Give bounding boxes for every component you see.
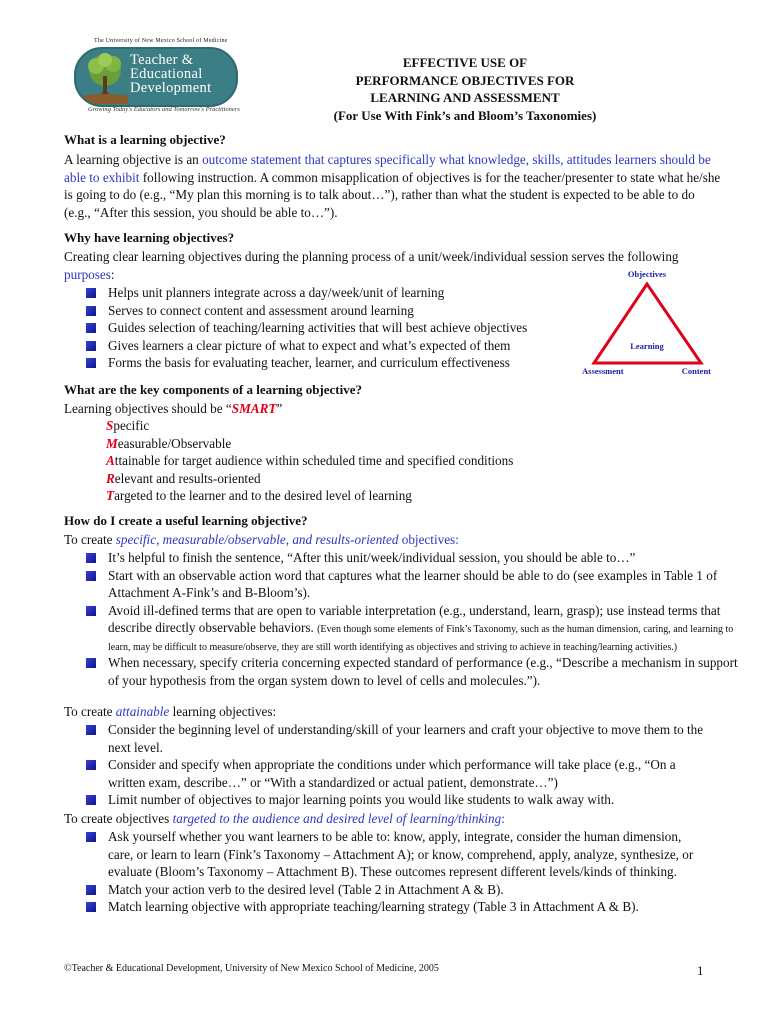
- smart-intro: Learning objectives should be “SMART”: [64, 401, 283, 416]
- tree-icon: [82, 52, 128, 104]
- bullet-icon: [86, 606, 96, 616]
- learning-triangle-diagram: [580, 266, 720, 378]
- bullet-icon: [86, 306, 96, 316]
- ted-logo: [70, 38, 238, 116]
- smart-item: Attainable for target audience within scheduled time and specified conditions: [106, 453, 514, 468]
- list-item: It’s helpful to finish the sentence, “After this unit/week/individual session, you should be able to…”: [86, 549, 740, 567]
- paragraph-why-have: Creating clear learning objectives during the planning process of a unit/week/individual session serves the following purposes:: [64, 249, 679, 282]
- purposes-list: [86, 284, 606, 372]
- triangle-label-content: Content: [681, 366, 711, 376]
- targeted-list: [86, 828, 706, 916]
- create-targeted-intro: To create objectives targeted to the audience and desired level of learning/thinking:: [64, 811, 505, 826]
- list-item: Guides selection of teaching/learning activities that will best achieve objectives: [86, 319, 606, 337]
- heading-why-have: Why have learning objectives?: [64, 230, 235, 245]
- logo-wordmark: Teacher & Educational Development: [130, 52, 212, 96]
- logo-tagline: Growing Today's Educators and Tomorrow's Practitioners: [88, 106, 240, 113]
- bullet-icon: [86, 885, 96, 895]
- attainable-list: [86, 721, 716, 809]
- heading-how-create: How do I create a useful learning objective?: [64, 513, 308, 528]
- paragraph-what-is: A learning objective is an outcome statement that captures specifically what knowledge, skills, attitudes learners should be able to exhibit following instruction. A common misapplication of objectives is for the teacher/presenter to state what he/she is going to do (e.g., “My plan this morning is to talk about…”), rather than what the student is expected to be able to do (e.g., “After this session, you should be able to…”).: [64, 152, 721, 220]
- smart-item: Targeted to the learner and to the desired level of learning: [106, 488, 412, 503]
- triangle-label-assessment: Assessment: [582, 366, 624, 376]
- footer-copyright: ©Teacher & Educational Development, University of New Mexico School of Medicine, 2005: [64, 963, 439, 974]
- create-specific-intro: To create specific, measurable/observable, and results-oriented objectives:: [64, 532, 459, 547]
- list-item: Start with an observable action word that captures what the learner should be able to do (see examples in Table 1 of Attachment A-Fink’s and B-Bloom’s).: [86, 567, 740, 602]
- list-item: Limit number of objectives to major learning points you would like students to walk away with.: [86, 791, 716, 809]
- document-title: EFFECTIVE USE OF PERFORMANCE OBJECTIVES FOR LEARNING AND ASSESSMENT (For Use With Fink’s and Bloom’s Taxonomies): [333, 55, 597, 123]
- list-item: Ask yourself whether you want learners to be able to: know, apply, integrate, consider the human dimension, care, or learn to learn (Fink’s Taxonomy – Attachment A); or know, comprehend, apply, analyze, synthesize, or evaluate (Bloom’s Taxonomy – Attachment B). These outcomes represent different levels/kinds of thinking.: [86, 828, 706, 881]
- bullet-icon: [86, 902, 96, 912]
- list-item: Match learning objective with appropriate teaching/learning strategy (Table 3 in Attachment A & B).: [86, 898, 706, 916]
- smart-item: Relevant and results-oriented: [106, 470, 261, 486]
- bullet-icon: [86, 341, 96, 351]
- triangle-label-learning: Learning: [630, 341, 664, 351]
- bullet-icon: [86, 323, 96, 333]
- bullet-icon: [86, 760, 96, 770]
- bullet-icon: [86, 288, 96, 298]
- bullet-icon: [86, 658, 96, 668]
- heading-what-is: What is a learning objective?: [64, 132, 226, 147]
- logo-badge: [74, 47, 238, 107]
- bullet-icon: [86, 358, 96, 368]
- list-item: Consider the beginning level of understanding/skill of your learners and craft your objective to move them to the next level.: [86, 721, 716, 756]
- list-item: Gives learners a clear picture of what to expect and what’s expected of them: [86, 337, 606, 355]
- bullet-icon: [86, 832, 96, 842]
- page-number: 1: [697, 963, 704, 978]
- specific-list: [86, 549, 740, 689]
- create-attainable-intro: To create attainable learning objectives:: [64, 704, 277, 719]
- list-item: Forms the basis for evaluating teacher, learner, and curriculum effectiveness: [86, 354, 606, 372]
- bullet-icon: [86, 553, 96, 563]
- list-item: Match your action verb to the desired level (Table 2 in Attachment A & B).: [86, 881, 706, 899]
- bullet-icon: [86, 795, 96, 805]
- list-item: Consider and specify when appropriate the conditions under which performance will take place (e.g., “On a written exam, describe…” or “With a standardized or actual patient, demonstrate…”): [86, 756, 716, 791]
- bullet-icon: [86, 571, 96, 581]
- triangle-label-objectives: Objectives: [627, 269, 667, 279]
- bullet-icon: [86, 725, 96, 735]
- logo-university-text: The University of New Mexico School of Medicine: [94, 38, 228, 44]
- smart-item: Measurable/Observable: [106, 435, 232, 451]
- list-item: When necessary, specify criteria concerning expected standard of performance (e.g., “Describe a mechanism in support of your hypothesis from the organ system down to level of cells and molecules.”).: [86, 654, 740, 689]
- list-item: Helps unit planners integrate across a day/week/unit of learning: [86, 284, 606, 302]
- heading-key-components: What are the key components of a learning objective?: [64, 382, 363, 397]
- triangle-shape: [594, 284, 701, 363]
- list-item: Avoid ill-defined terms that are open to variable interpretation (e.g., understand, learn, grasp); use instead terms that describe directly observable behaviors. (Even though some elements of Fink’s Taxonomy, such as the human dimension, caring, and learning to learn, may be difficult to measure/observe, they are still worth identifying as objectives and striving to achieve in teaching/learning activities.): [86, 602, 740, 655]
- smart-list: [106, 417, 513, 505]
- smart-item: Specific: [106, 418, 150, 433]
- list-item: Serves to connect content and assessment around learning: [86, 302, 606, 320]
